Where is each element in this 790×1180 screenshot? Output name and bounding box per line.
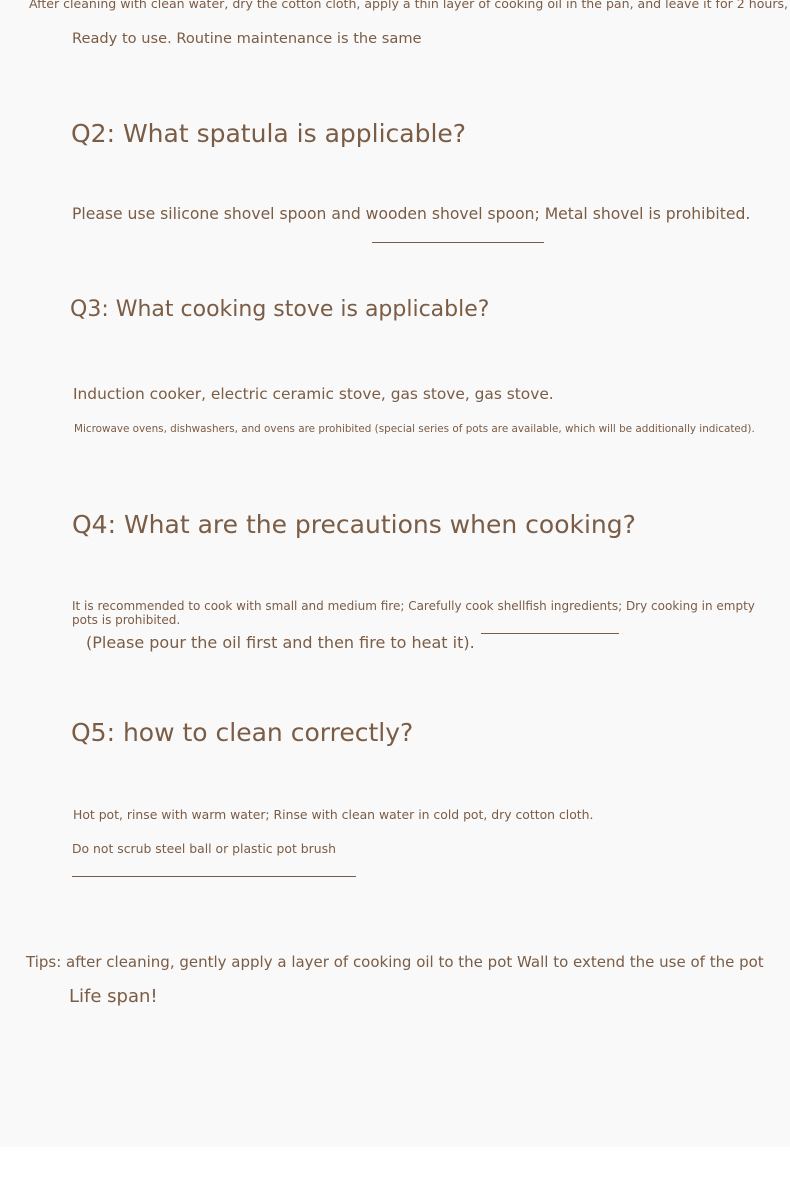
q5-answer-line-2: Do not scrub steel ball or plastic pot brush — [72, 841, 336, 856]
q1-answer-line-1: After cleaning with clean water, dry the cotton cloth, apply a thin layer of cooking oil in the pan, and leave it for 2 hours, — [29, 0, 789, 11]
q4-answer-line-2: pots is prohibited. — [72, 613, 181, 627]
q1-answer-line-2: Ready to use. Routine maintenance is the same — [72, 30, 422, 47]
q3-answer: Induction cooker, electric ceramic stove, gas stove, gas stove. — [73, 385, 554, 403]
q3-title: Q3: What cooking stove is applicable? — [70, 297, 490, 322]
q4-answer-line-1: It is recommended to cook with small and medium fire; Carefully cook shellfish ingredients; Dry cooking in empty — [72, 599, 755, 613]
q5-answer-line-1: Hot pot, rinse with warm water; Rinse with clean water in cold pot, dry cotton cloth. — [73, 807, 594, 822]
q2-answer: Please use silicone shovel spoon and wooden shovel spoon; Metal shovel is prohibited. — [72, 205, 751, 223]
q2-divider — [372, 242, 544, 243]
q4-note: (Please pour the oil first and then fire to heat it). — [86, 633, 475, 652]
q2-title: Q2: What spatula is applicable? — [71, 119, 467, 148]
tips-line-2: Life span! — [69, 986, 158, 1007]
q4-title: Q4: What are the precautions when cooking? — [72, 510, 636, 539]
tips-line-1: Tips: after cleaning, gently apply a layer of cooking oil to the pot Wall to extend the use of the pot — [26, 953, 764, 971]
q5-title: Q5: how to clean correctly? — [71, 718, 414, 747]
q3-note: Microwave ovens, dishwashers, and ovens are prohibited (special series of pots are available, which will be additionally indicated). — [74, 423, 755, 435]
q5-divider — [72, 876, 356, 877]
q4-divider — [481, 633, 619, 634]
